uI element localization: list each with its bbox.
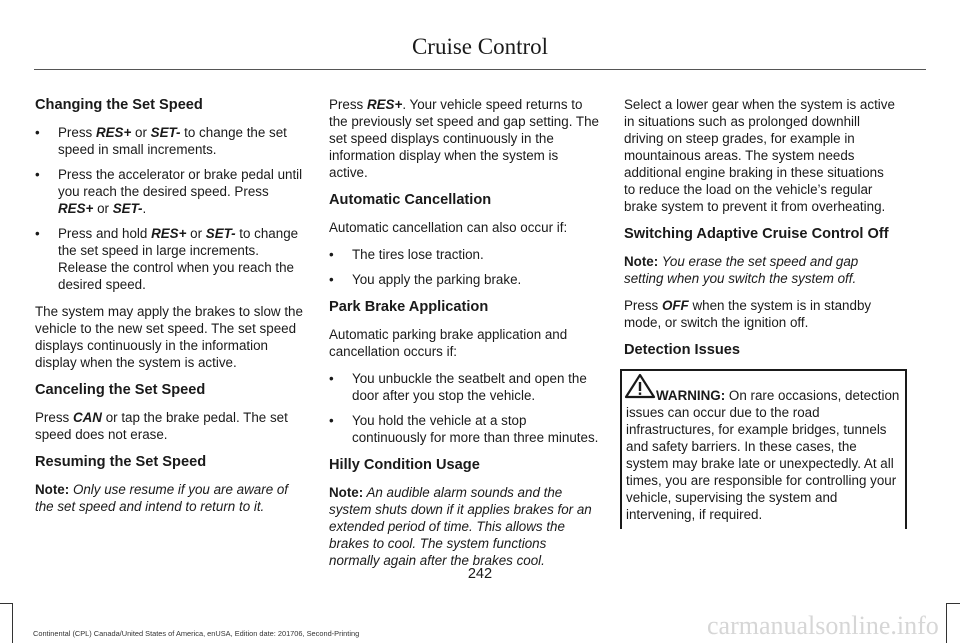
text: or: [186, 226, 206, 241]
heading-switching-acc-off: Switching Adaptive Cruise Control Off: [624, 226, 889, 242]
text: On rare occasions, detection issues can occur due to the road infrastructures, for example bridges, tunnels and safety barriers. In these cases, the system may brake late or unexpectedly. At all times, you are responsible for controlling your vehicle, supervising the system and intervening, if required.: [626, 388, 900, 522]
res-plus-key: RES+: [366, 97, 403, 112]
note-text: An audible alarm sounds and the system shuts down if it applies brakes for an extended period of time. This allows the brakes to cool. The system functions normally again after the brakes cool.: [329, 485, 592, 568]
edition-footer: Continental (CPL) Canada/United States of America, enUSA, Edition date: 201706, Second-Printing: [33, 629, 360, 638]
changing-speed-list: [35, 124, 306, 293]
page-title: Cruise Control: [411, 34, 549, 59]
list-item: [35, 225, 306, 293]
heading-resuming-set-speed: Resuming the Set Speed: [35, 454, 207, 470]
text: or: [93, 201, 113, 216]
res-plus-key: RES+: [95, 125, 132, 140]
list-item: • You unbuckle the seatbelt and open the door after you stop the vehicle.: [329, 370, 600, 404]
paragraph-lower-gear: Select a lower gear when the system is active in situations such as prolonged downhill driving on steep grades, for example in mountainous areas. The system needs additional engine braking in these situations to reduce the load on the vehicle’s regular brake system to prevent it from overheating.: [624, 97, 895, 214]
crop-mark: [946, 603, 960, 604]
list-item: • The tires lose traction.: [329, 246, 600, 263]
heading-canceling-set-speed: Canceling the Set Speed: [35, 382, 206, 398]
set-minus-key: SET-: [150, 125, 181, 140]
paragraph-park-intro: Automatic parking brake application and cancellation occurs if:: [329, 327, 568, 359]
warning-box: [620, 369, 907, 529]
note-label: Note:: [624, 254, 659, 269]
note-resume: [35, 481, 306, 515]
note-text: You erase the set speed and gap setting when you switch the system off.: [624, 254, 859, 286]
note-text: Only use resume if you are aware of the set speed and intend to return to it.: [35, 482, 289, 514]
off-key: OFF: [661, 298, 689, 313]
list-item: • You apply the parking brake.: [329, 271, 600, 288]
list-item: • You hold the vehicle at a stop continuously for more than three minutes.: [329, 412, 600, 446]
text: Press: [58, 125, 96, 140]
text: Press: [35, 410, 73, 425]
set-minus-key: SET-: [205, 226, 236, 241]
column-2: [329, 96, 600, 579]
warning-triangle-icon: [624, 373, 656, 399]
note-switch-off: [624, 253, 895, 287]
heading-hilly-condition-usage: Hilly Condition Usage: [329, 457, 480, 473]
page-number: 242: [467, 566, 493, 582]
can-key: CAN: [72, 410, 102, 425]
set-minus-key: SET-: [112, 201, 143, 216]
list-item: [35, 166, 306, 217]
park-brake-list: [329, 370, 600, 446]
note-label: Note:: [35, 482, 70, 497]
paragraph-resume: [329, 96, 600, 181]
watermark: carmanualsonline.info: [707, 611, 939, 640]
warning-label: WARNING:: [656, 388, 726, 403]
text: or tap the brake pedal. The set speed does not erase.: [35, 410, 288, 442]
res-plus-key: RES+: [58, 201, 94, 216]
paragraph-cancel: [35, 409, 306, 443]
paragraph-off: [624, 297, 895, 331]
heading-detection-issues: Detection Issues: [624, 342, 740, 358]
heading-changing-set-speed: Changing the Set Speed: [35, 97, 203, 113]
paragraph-brakes: The system may apply the brakes to slow the vehicle to the new set speed. The set speed displays continuously in the information display when the system is active.: [35, 304, 303, 370]
text: Press: [329, 97, 367, 112]
text: when the system is in standby mode, or switch the ignition off.: [624, 298, 872, 330]
res-plus-key: RES+: [151, 226, 187, 241]
header-divider: [34, 69, 926, 70]
paragraph-auto-cancel-intro: Automatic cancellation can also occur if:: [329, 220, 568, 235]
text: Press and hold: [58, 226, 152, 241]
text: or: [131, 125, 151, 140]
text: Press: [624, 298, 662, 313]
crop-mark: [0, 603, 12, 604]
warning-text: [626, 387, 901, 523]
auto-cancel-list: [329, 246, 600, 288]
column-1: [35, 96, 306, 525]
heading-park-brake-application: Park Brake Application: [329, 299, 489, 315]
note-label: Note:: [329, 485, 364, 500]
text: to change the set speed in large increments. Release the control when you reach the desired speed.: [58, 226, 299, 292]
crop-mark: [946, 603, 947, 643]
list-item: [35, 124, 306, 158]
crop-mark: [12, 603, 13, 643]
text: Press the accelerator or brake pedal until you reach the desired speed. Press: [58, 167, 303, 199]
text: to change the set speed in small increments.: [58, 125, 287, 157]
note-hilly: [329, 484, 600, 569]
heading-automatic-cancellation: Automatic Cancellation: [329, 192, 492, 208]
text: .: [142, 201, 147, 216]
text: . Your vehicle speed returns to the previously set speed and gap setting. The set speed displays continuously in the information display when the system is active.: [329, 97, 599, 180]
column-3: [624, 96, 900, 529]
